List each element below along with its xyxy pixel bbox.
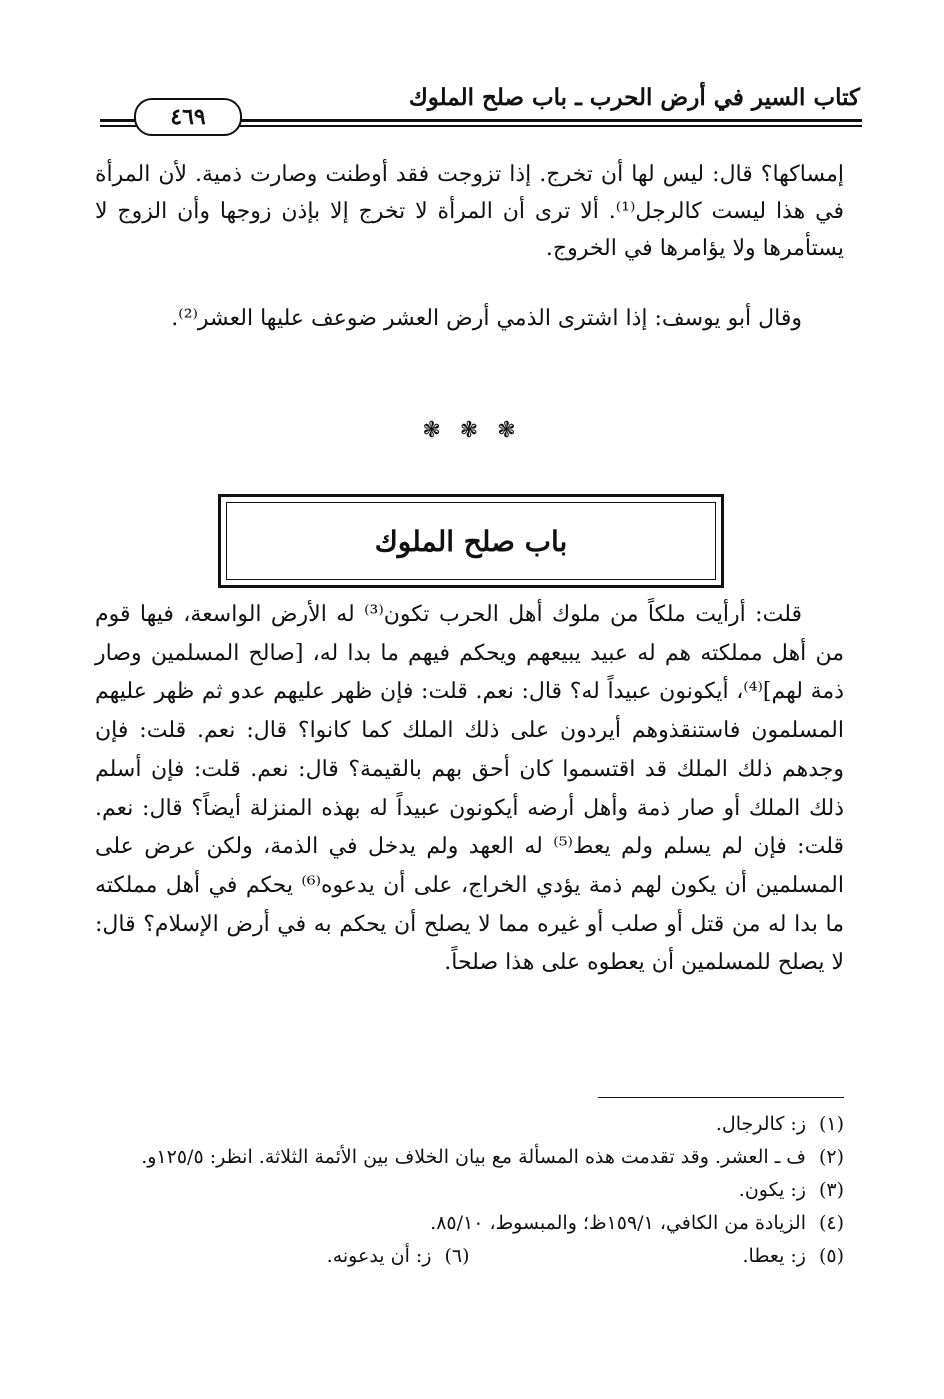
footnote-4 <box>95 1207 844 1240</box>
footnote-text: ز: يعطا. <box>742 1245 806 1267</box>
chapter-title: باب صلح الملوك <box>374 524 568 558</box>
footnote-number: (٣) <box>818 1179 844 1201</box>
chapter-title-inner-frame <box>226 502 716 580</box>
footnote-text: ف ـ العشر. وقد تقدمت هذه المسألة مع بيان الخلاف بين الأئمة الثلاثة. انظر: ١٢٥/٥و. <box>141 1146 806 1168</box>
footnote-text: ز: يكون. <box>738 1179 806 1201</box>
footnote-number: (٢) <box>818 1146 844 1168</box>
footnote-number: (٤) <box>818 1212 844 1234</box>
footnote-number: (٦) <box>444 1245 470 1267</box>
paragraph-1 <box>95 156 844 267</box>
footnote-6 <box>95 1240 470 1273</box>
footnote-number: (٥) <box>818 1245 844 1267</box>
footnote-1 <box>95 1108 844 1141</box>
footnote-rule <box>598 1097 844 1098</box>
footnote-2 <box>95 1141 844 1174</box>
footnote-3 <box>95 1174 844 1207</box>
paragraph-2-text: وقال أبو يوسف: إذا اشترى الذمي أرض العشر ضوعف عليها العشر⁽²⁾. <box>171 306 802 331</box>
footnote-5 <box>470 1240 845 1273</box>
paragraph-2 <box>95 300 844 337</box>
running-title: كتاب السير في أرض الحرب ـ باب صلح الملوك <box>408 84 860 111</box>
footnote-text: ز: كالرجال. <box>715 1113 806 1135</box>
page-number: ٤٦٩ <box>134 98 242 136</box>
footnote-number: (١) <box>818 1113 844 1135</box>
paragraph-1-text: إمساكها؟ قال: ليس لها أن تخرج. إذا تزوجت فقد أوطنت وصارت ذمية. لأن المرأة في هذا ليست كالرجل⁽¹⁾. ألا ترى أن المرأة لا تخرج إلا بإذن زوجها وأن الزوج لا يستأمرها ولا يؤامرها في الخروج. <box>95 162 844 261</box>
footnote-row-5-6 <box>95 1240 844 1273</box>
paragraph-3 <box>95 596 844 983</box>
footnote-text: ز: أن يدعونه. <box>326 1245 432 1267</box>
section-separator: ❃ ❃ ❃ <box>422 418 522 443</box>
paragraph-3-text: قلت: أرأيت ملكاً من ملوك أهل الحرب تكون⁽³⁾ له الأرض الواسعة، فيها قوم من أهل مملكته هم له عبيد يبيعهم ويحكم فيهم ما بدا له، [صالح المسلمين وصار ذمة لهم]⁽⁴⁾، أيكونون عبيداً له؟ قال: نعم. قلت: فإن ظهر عليهم عدو ثم ظهر عليهم المسلمون فاستنقذوهم أيردون على ذلك الملك كما كانوا؟ قال: نعم. قلت: فإن وجدهم ذلك الملك قد اقتسموا كان أحق بهم بالقيمة؟ قال: نعم. قلت: فإن أسلم ذلك الملك أو صار ذمة وأهل أرضه أيكونون عبيداً له بهذه المنزلة أيضاً؟ قال: نعم. قلت: فإن لم يسلم ولم يعط⁽⁵⁾ له العهد ولم يدخل في الذمة، ولكن عرض على المسلمين أن يكون لهم ذمة يؤدي الخراج، على أن يدعوه⁽⁶⁾ يحكم في أهل مملكته ما بدا له من قتل أو صلب أو غيره مما لا يصلح أن يحكم به في أرض الإسلام؟ قال: لا يصلح للمسلمين أن يعطوه على هذا صلحاً. <box>95 602 845 976</box>
footnote-text: الزيادة من الكافي، ١٥٩/١ظ؛ والمبسوط، ٨٥/١٠. <box>430 1212 806 1234</box>
chapter-title-frame <box>218 494 724 588</box>
footnotes <box>95 1108 844 1273</box>
